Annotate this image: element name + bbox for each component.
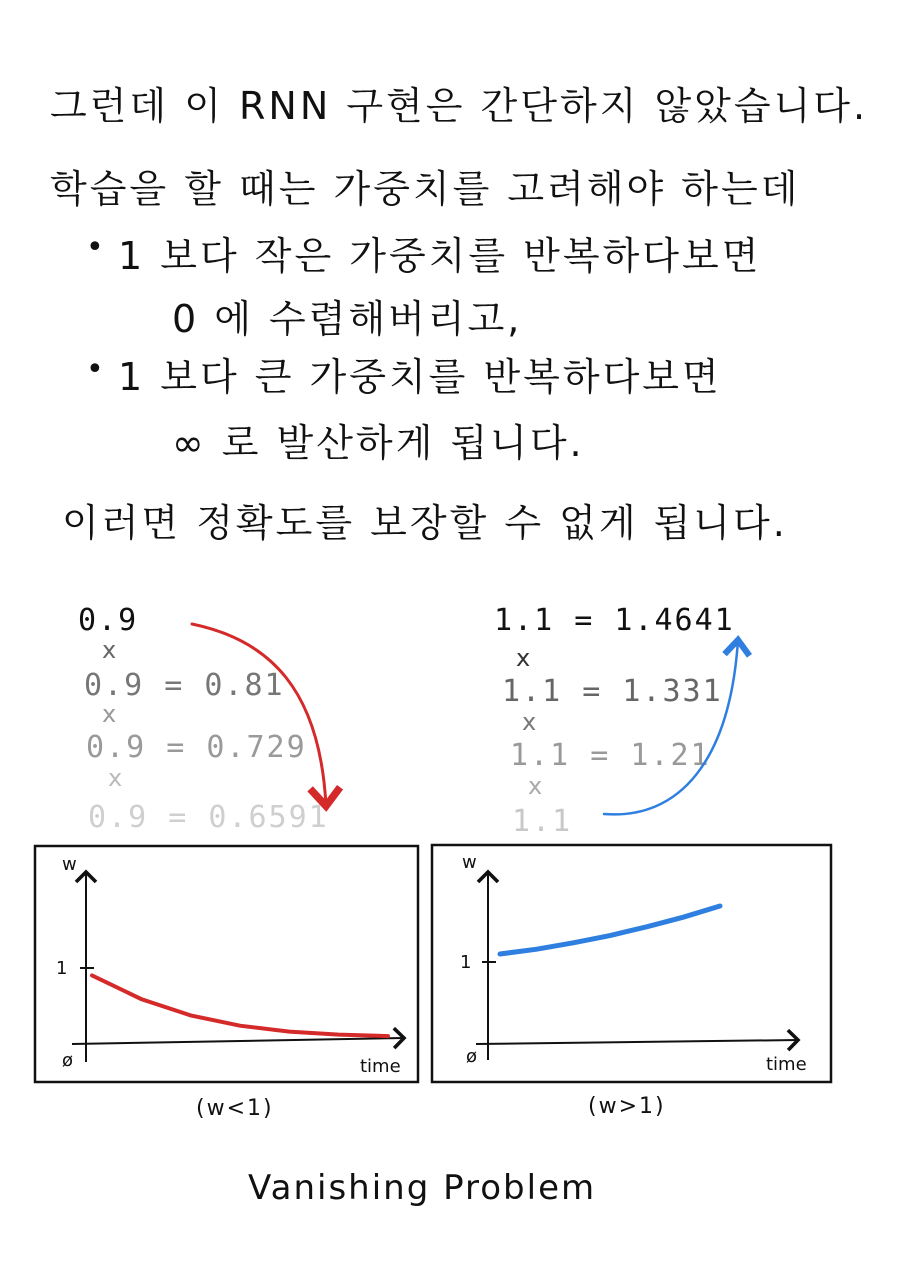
bullet-1-line-b: 0 에 수렴해버리고, xyxy=(172,297,523,341)
bullet-2-line-b: ∞ 로 발산하게 됩니다. xyxy=(172,421,585,465)
chart-right-xlabel: time xyxy=(766,1054,807,1075)
left-calc-row-4: 0.9 = 0.6591 xyxy=(88,800,329,835)
right-calc-row-4: 1.1 xyxy=(512,804,573,839)
bullet-dot-1: • xyxy=(86,230,104,265)
chart-left-frame xyxy=(35,846,418,1082)
chart-right-caption: (w>1) xyxy=(588,1094,666,1119)
chart-left-tick-label-0: ø xyxy=(62,1050,74,1071)
chart-left-xlabel: time xyxy=(360,1056,401,1077)
chart-left-x-axis xyxy=(72,1038,404,1044)
left-calc-row-2: 0.9 = 0.81 xyxy=(84,668,285,703)
bullet-1-line-a: 1 보다 작은 가중치를 반복하다보면 xyxy=(118,234,762,278)
intro-line-1: 그런데 이 RNN 구현은 간단하지 않았습니다. xyxy=(50,84,869,128)
intro-line-2: 학습을 할 때는 가중치를 고려해야 하는데 xyxy=(50,167,801,211)
intro-line-3: 이러면 정확도를 보장할 수 없게 됩니다. xyxy=(62,501,788,545)
left-calc-row-1: 0.9 xyxy=(78,603,139,638)
footer-title: Vanishing Problem xyxy=(248,1168,597,1208)
right-times-3: x xyxy=(528,772,543,800)
right-calc-row-2: 1.1 = 1.331 xyxy=(502,674,723,709)
chart-right-frame xyxy=(432,845,831,1082)
chart-left xyxy=(35,846,418,1082)
chart-left-tick-label-1: 1 xyxy=(56,958,68,979)
chart-left-series-line xyxy=(92,975,388,1036)
chart-right xyxy=(432,845,831,1082)
bullet-dot-2: • xyxy=(86,352,104,387)
chart-right-ylabel: w xyxy=(462,852,477,873)
chart-right-tick-label-0: ø xyxy=(466,1046,478,1067)
chart-left-caption: (w<1) xyxy=(196,1096,274,1121)
chart-right-series-line xyxy=(500,906,720,954)
right-calc-row-1: 1.1 = 1.4641 xyxy=(494,603,735,638)
left-times-1: x xyxy=(102,636,117,664)
chart-left-ylabel: w xyxy=(62,854,77,875)
bullet-2-line-a: 1 보다 큰 가중치를 반복하다보면 xyxy=(118,355,722,399)
left-calc-row-3: 0.9 = 0.729 xyxy=(86,730,307,765)
right-calc-row-3: 1.1 = 1.21 xyxy=(510,738,711,773)
chart-right-x-axis xyxy=(476,1040,798,1044)
right-times-2: x xyxy=(522,708,537,736)
left-times-2: x xyxy=(102,700,117,728)
left-times-3: x xyxy=(108,764,123,792)
right-times-1: x xyxy=(516,644,531,672)
chart-right-tick-label-1: 1 xyxy=(460,952,472,973)
